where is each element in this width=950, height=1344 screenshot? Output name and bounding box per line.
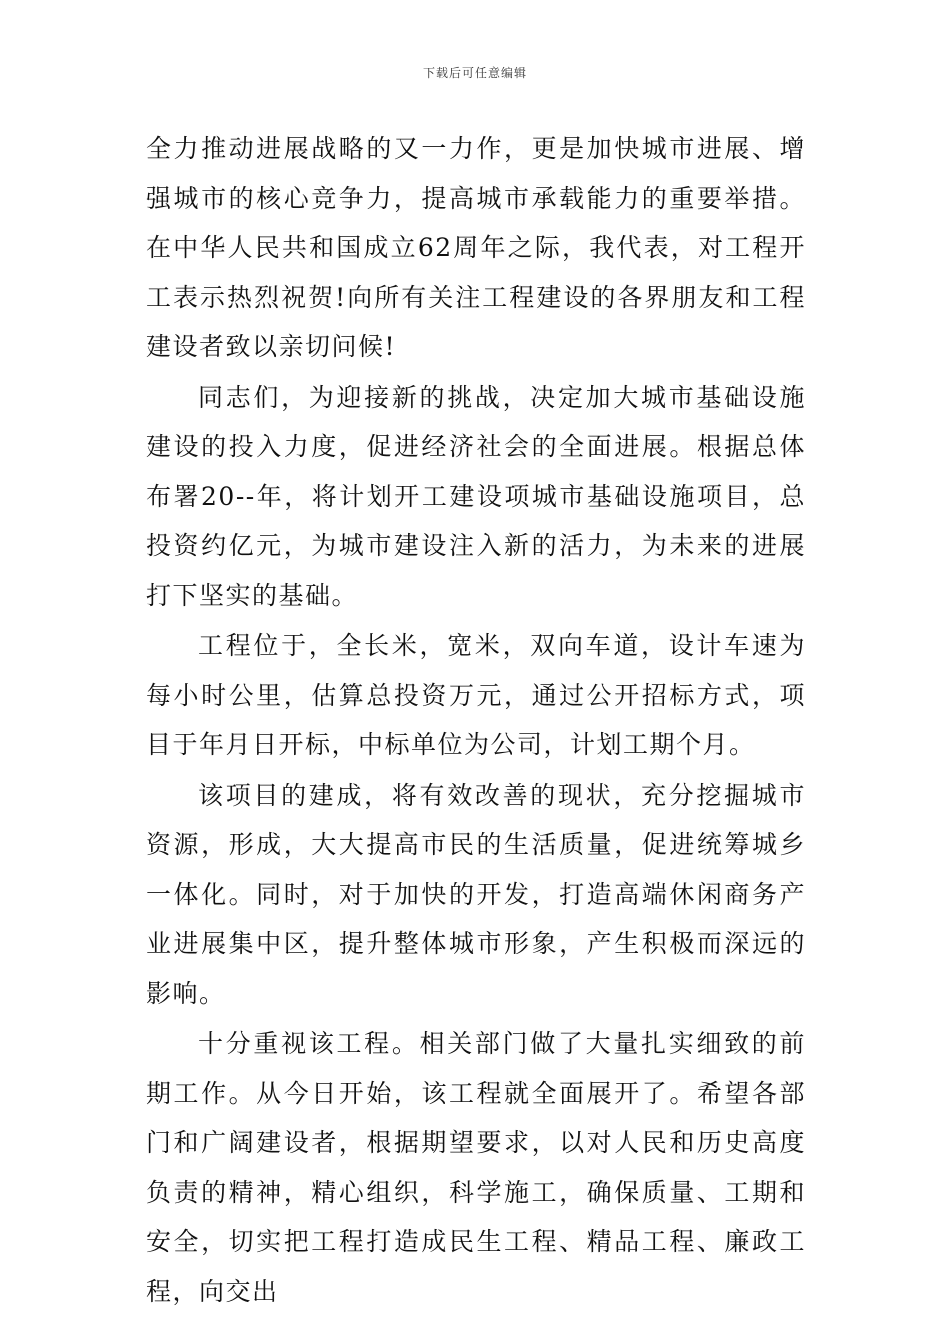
paragraph-4: 该项目的建成，将有效改善的现状，充分挖掘城市资源，形成，大大提高市民的生活质量，促进统筹城乡一体化。同时，对于加快的开发，打造高端休闲商务产业进展集中区，提升整体城市形象，产生积极而深远的影响。	[146, 780, 806, 1008]
paragraph-3: 工程位于，全长米，宽米，双向车道，设计车速为每小时公里，估算总投资万元，通过公开招标方式，项目于年月日开标，中标单位为公司，计划工期个月。	[146, 631, 806, 759]
paragraph-1: 全力推动进展战略的又一力作，更是加快城市进展、增强城市的核心竞争力，提高城市承载能力的重要举措。在中华人民共和国成立62周年之际，我代表，对工程开工表示热烈祝贺!向所有关注工程建设的各界朋友和工程建设者致以亲切问候!	[146, 134, 806, 361]
paragraph-5: 十分重视该工程。相关部门做了大量扎实细致的前期工作。从今日开始，该工程就全面展开了。希望各部门和广阔建设者，根据期望要求，以对人民和历史高度负责的精神，精心组织，科学施工，确保质量、工期和安全，切实把工程打造成民生工程、精品工程、廉政工程，向交出	[146, 1029, 806, 1306]
page-header: 下载后可任意编辑	[422, 66, 527, 80]
paragraph-2: 同志们，为迎接新的挑战，决定加大城市基础设施建设的投入力度，促进经济社会的全面进展。根据总体布署20--年，将计划开工建设项城市基础设施项目，总投资约亿元，为城市建设注入新的活力，为未来的进展打下坚实的基础。	[146, 382, 806, 610]
document-body	[146, 124, 806, 1317]
